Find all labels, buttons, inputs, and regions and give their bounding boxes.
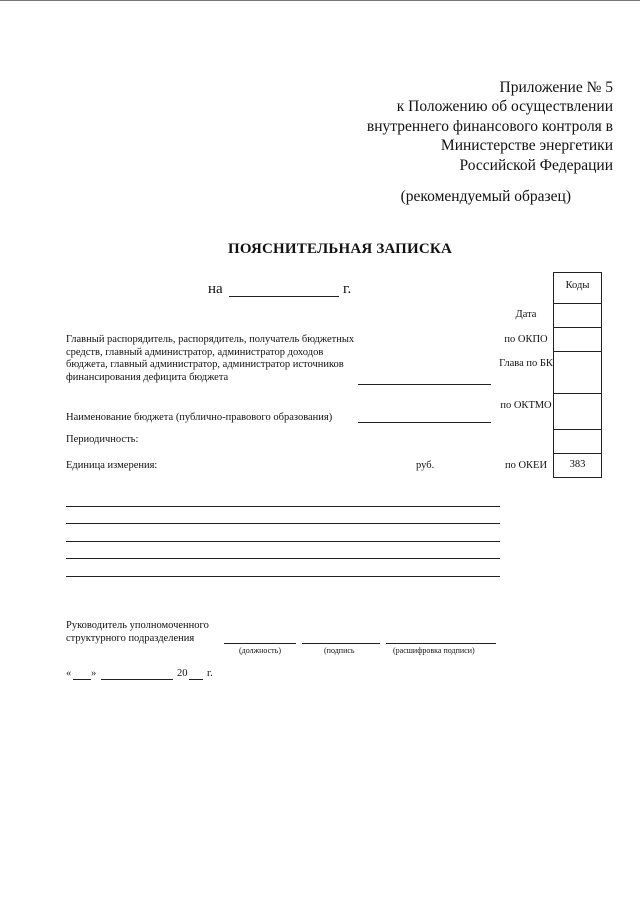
position-input-line[interactable] bbox=[224, 643, 296, 644]
codes-table bbox=[553, 272, 602, 478]
date-suffix: г. bbox=[343, 281, 352, 297]
decoding-input-line[interactable] bbox=[386, 643, 496, 644]
code-label-date: Дата bbox=[515, 309, 537, 320]
sign-year-prefix: 20 bbox=[177, 668, 188, 679]
main-distributor-input-line[interactable] bbox=[358, 384, 491, 385]
code-cell-periodicity[interactable] bbox=[554, 429, 601, 453]
budget-name-label: Наименование бюджета (публично-правового образования) bbox=[66, 412, 333, 423]
date-input-line[interactable] bbox=[229, 296, 339, 297]
text-line-5[interactable] bbox=[66, 576, 500, 577]
code-label-okei: по ОКЕИ bbox=[504, 460, 548, 471]
code-label-oktmo: по ОКТМО bbox=[500, 400, 552, 411]
code-cell-okei[interactable] bbox=[554, 453, 601, 478]
sign-day-input-line[interactable] bbox=[73, 679, 91, 680]
budget-name-input-line[interactable] bbox=[358, 422, 491, 423]
code-cell-date[interactable] bbox=[554, 303, 601, 327]
sign-date-open-quote: « bbox=[66, 668, 72, 679]
unit-label: Единица измерения: bbox=[66, 460, 158, 471]
appendix-control: внутреннего финансового контроля в bbox=[366, 118, 613, 135]
appendix-country: Российской Федерации bbox=[459, 157, 613, 174]
decoding-caption: (расшифровка подписи) bbox=[393, 646, 475, 655]
text-line-2[interactable] bbox=[66, 523, 500, 524]
sign-month-input-line[interactable] bbox=[101, 679, 173, 680]
code-label-okpo: по ОКПО bbox=[504, 334, 548, 345]
sample-note: (рекомендуемый образец) bbox=[400, 188, 571, 205]
appendix-number: Приложение № 5 bbox=[499, 79, 613, 96]
periodicity-label: Периодичность: bbox=[66, 434, 139, 445]
document-title: ПОЯСНИТЕЛЬНАЯ ЗАПИСКА bbox=[227, 241, 453, 257]
code-cell-bk[interactable] bbox=[554, 351, 601, 393]
date-prefix: на bbox=[208, 281, 223, 297]
main-distributor-label: Главный распорядитель, распорядитель, получатель бюджетных средств, главный администратор, администратор доходов бюджета, главный администратор, администратор источников финансирования дефицита бюджета bbox=[66, 334, 355, 383]
appendix-ministry: Министерстве энергетики bbox=[440, 137, 613, 154]
text-line-3[interactable] bbox=[66, 541, 500, 542]
text-line-1[interactable] bbox=[66, 506, 500, 507]
page-top-border bbox=[0, 0, 640, 1]
code-cell-oktmo[interactable] bbox=[554, 393, 601, 429]
signature-input-line[interactable] bbox=[302, 643, 380, 644]
sign-date-close-quote: » bbox=[91, 668, 97, 679]
sign-year-input-line[interactable] bbox=[189, 679, 203, 680]
unit-value: руб. bbox=[416, 460, 435, 471]
codes-header: Коды bbox=[565, 280, 590, 291]
position-caption: (должность) bbox=[239, 646, 281, 655]
appendix-regulation: к Положению об осуществлении bbox=[396, 98, 613, 115]
text-line-4[interactable] bbox=[66, 558, 500, 559]
sign-year-suffix: г. bbox=[207, 668, 213, 679]
head-label: Руководитель уполномоченного структурного подразделения bbox=[66, 620, 209, 644]
signature-caption: (подпись bbox=[324, 646, 355, 655]
code-cell-okpo[interactable] bbox=[554, 327, 601, 351]
code-label-bk: Глава по БК bbox=[499, 358, 553, 369]
okei-value: 383 bbox=[569, 459, 586, 470]
